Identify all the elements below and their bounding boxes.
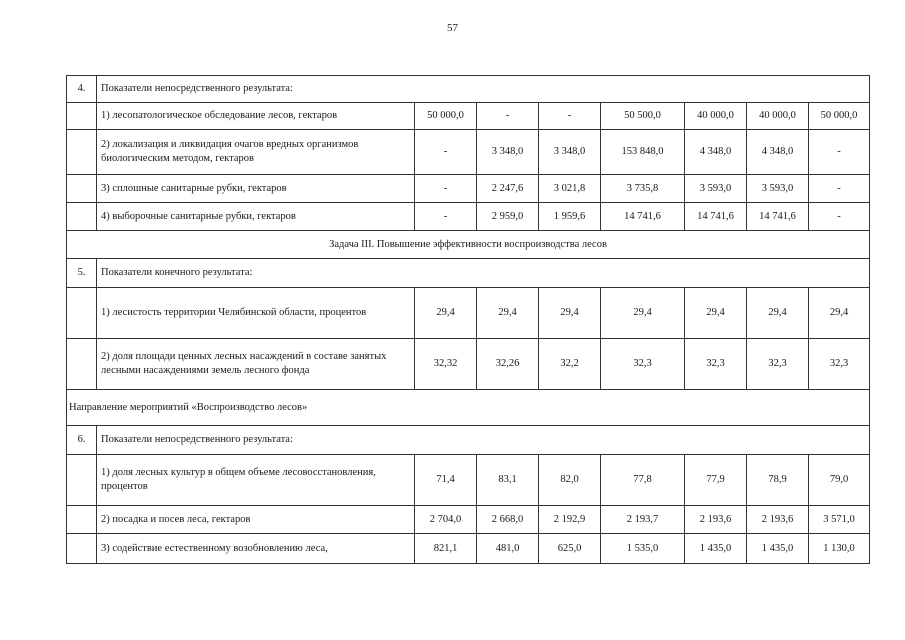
value-cell: - (809, 203, 870, 231)
table-row (67, 390, 870, 426)
value-cell: 71,4 (415, 455, 477, 506)
value-cell: 40 000,0 (685, 103, 747, 130)
value-cell: 79,0 (809, 455, 870, 506)
table-row (67, 259, 870, 288)
page-number: 57 (447, 22, 458, 34)
indicator-label: 3) сплошные санитарные рубки, гектаров (97, 175, 415, 203)
value-cell: 153 848,0 (601, 130, 685, 175)
value-cell: 3 348,0 (539, 130, 601, 175)
value-cell: - (539, 103, 601, 130)
table-row (67, 203, 870, 231)
table-row (67, 231, 870, 259)
value-cell: 1 435,0 (685, 534, 747, 564)
value-cell: 3 021,8 (539, 175, 601, 203)
value-cell: 2 193,6 (747, 506, 809, 534)
indicator-label: 1) лесопатологическое обследование лесов, гектаров (97, 103, 415, 130)
value-cell: 29,4 (477, 288, 539, 339)
value-cell: 40 000,0 (747, 103, 809, 130)
value-cell: 3 571,0 (809, 506, 870, 534)
row-number: 4. (67, 76, 97, 103)
value-cell: - (415, 130, 477, 175)
value-cell: 32,26 (477, 339, 539, 390)
value-cell: 1 435,0 (747, 534, 809, 564)
value-cell: 77,9 (685, 455, 747, 506)
direction-heading: Направление мероприятий «Воспроизводство лесов» (67, 390, 870, 426)
value-cell: 14 741,6 (747, 203, 809, 231)
row-number: 5. (67, 259, 97, 288)
value-cell: 3 735,8 (601, 175, 685, 203)
value-cell: 2 247,6 (477, 175, 539, 203)
value-cell: - (415, 175, 477, 203)
value-cell: 50 000,0 (809, 103, 870, 130)
indicator-label: 3) содействие естественному возобновлению леса, (97, 534, 415, 564)
value-cell: - (809, 130, 870, 175)
value-cell: 82,0 (539, 455, 601, 506)
value-cell: 29,4 (747, 288, 809, 339)
value-cell: 2 668,0 (477, 506, 539, 534)
value-cell: 78,9 (747, 455, 809, 506)
value-cell: 2 193,7 (601, 506, 685, 534)
value-cell: 3 593,0 (747, 175, 809, 203)
indicator-label: 2) доля площади ценных лесных насаждений в составе занятых лесными насаждениями земель лесного фонда (97, 339, 415, 390)
row-number: 6. (67, 426, 97, 455)
value-cell: 4 348,0 (685, 130, 747, 175)
value-cell: 821,1 (415, 534, 477, 564)
value-cell: 29,4 (415, 288, 477, 339)
value-cell: 481,0 (477, 534, 539, 564)
value-cell: 1 130,0 (809, 534, 870, 564)
value-cell: 32,2 (539, 339, 601, 390)
table-row (67, 103, 870, 130)
value-cell: 14 741,6 (601, 203, 685, 231)
value-cell: 32,3 (809, 339, 870, 390)
indicator-label: 1) лесистость территории Челябинской области, процентов (97, 288, 415, 339)
value-cell: 32,3 (747, 339, 809, 390)
value-cell: - (415, 203, 477, 231)
value-cell: 14 741,6 (685, 203, 747, 231)
value-cell: 32,32 (415, 339, 477, 390)
value-cell: 2 704,0 (415, 506, 477, 534)
value-cell: 1 959,6 (539, 203, 601, 231)
table-row (67, 130, 870, 175)
group-heading: Показатели непосредственного результата: (97, 426, 870, 455)
value-cell: 29,4 (685, 288, 747, 339)
table-row (67, 506, 870, 534)
value-cell: 32,3 (685, 339, 747, 390)
indicator-label: 4) выборочные санитарные рубки, гектаров (97, 203, 415, 231)
value-cell: 29,4 (539, 288, 601, 339)
group-heading: Показатели непосредственного результата: (97, 76, 870, 103)
value-cell: 1 535,0 (601, 534, 685, 564)
value-cell: - (477, 103, 539, 130)
value-cell: 3 348,0 (477, 130, 539, 175)
value-cell: 2 192,9 (539, 506, 601, 534)
value-cell: 77,8 (601, 455, 685, 506)
table-row (67, 534, 870, 564)
value-cell: 29,4 (809, 288, 870, 339)
value-cell: - (809, 175, 870, 203)
section-heading: Задача III. Повышение эффективности воспроизводства лесов (67, 231, 870, 259)
value-cell: 4 348,0 (747, 130, 809, 175)
indicator-label: 2) посадка и посев леса, гектаров (97, 506, 415, 534)
indicators-table (66, 75, 870, 564)
value-cell: 50 000,0 (415, 103, 477, 130)
table-row (67, 76, 870, 103)
value-cell: 50 500,0 (601, 103, 685, 130)
value-cell: 29,4 (601, 288, 685, 339)
indicator-label: 1) доля лесных культур в общем объеме лесовосстановления, процентов (97, 455, 415, 506)
table-row (67, 455, 870, 506)
value-cell: 625,0 (539, 534, 601, 564)
table-row (67, 288, 870, 339)
value-cell: 3 593,0 (685, 175, 747, 203)
table-row (67, 175, 870, 203)
value-cell: 2 959,0 (477, 203, 539, 231)
group-heading: Показатели конечного результата: (97, 259, 870, 288)
value-cell: 2 193,6 (685, 506, 747, 534)
value-cell: 83,1 (477, 455, 539, 506)
table-row (67, 339, 870, 390)
indicator-label: 2) локализация и ликвидация очагов вредных организмов биологическим методом, гектаров (97, 130, 415, 175)
table-row (67, 426, 870, 455)
value-cell: 32,3 (601, 339, 685, 390)
